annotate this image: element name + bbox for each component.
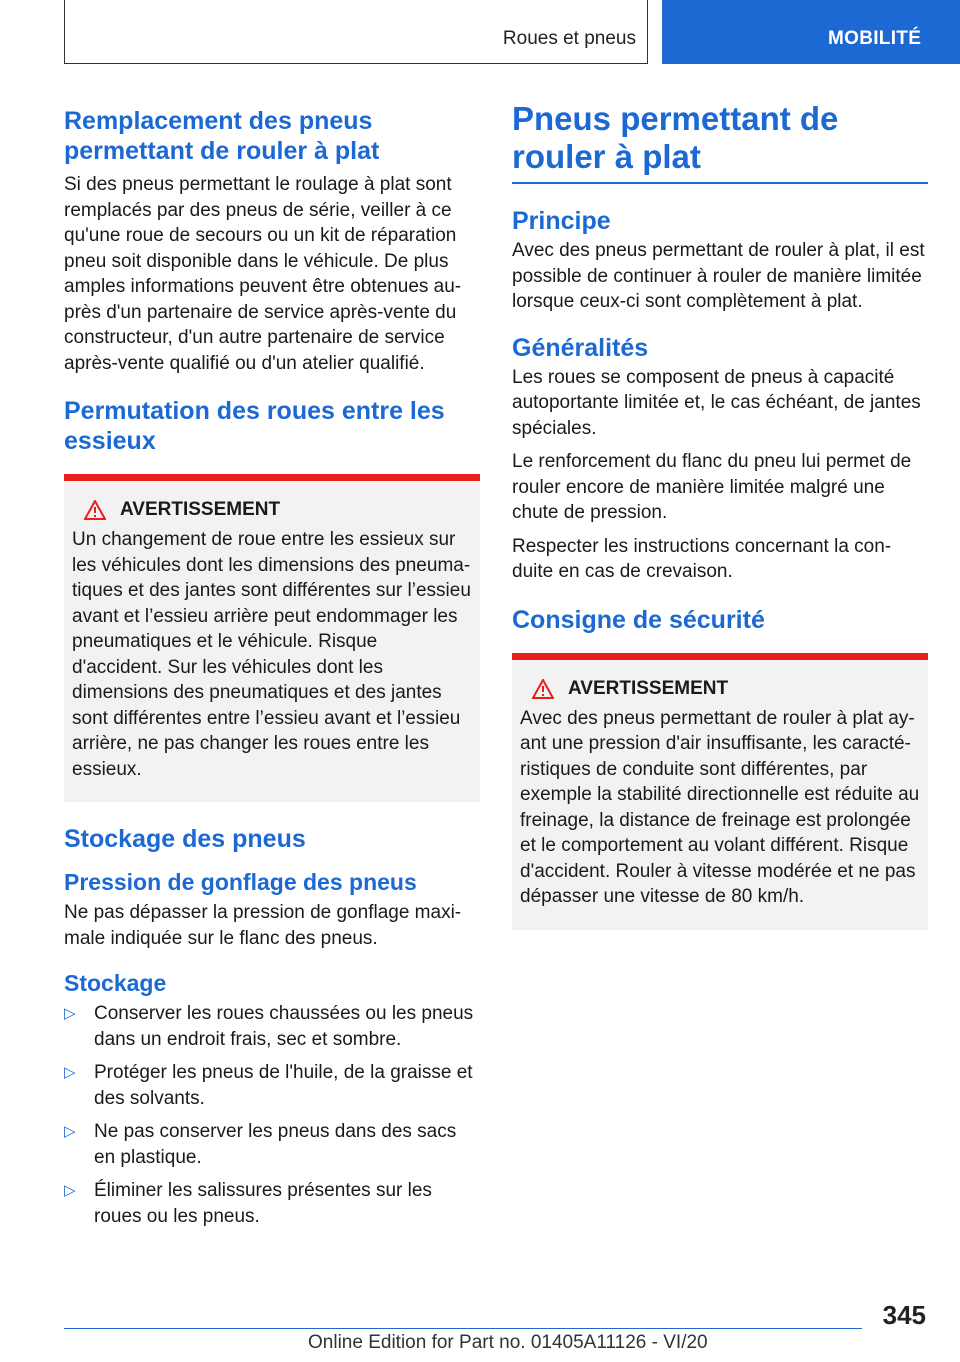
paragraph-generalites-3: Respecter les instructions concernant la con-duite en cas de crevaison. <box>512 535 892 582</box>
heading-stockage: Stockage <box>64 970 167 996</box>
paragraph-principe: Avec des pneus permettant de rouler à plat, il est possible de continuer à rouler de manière limitée lorsque ceux-ci sont complètement à plat. <box>512 240 925 312</box>
list-item: ▷ Ne pas conserver les pneus dans des sacs en plastique. <box>64 1121 457 1168</box>
paragraph-pression: Ne pas dépasser la pression de gonflage maxi-male indiquée sur le flanc des pneus. <box>64 902 462 949</box>
heading-generalites: Généralités <box>512 333 649 362</box>
header-section-title: Roues et pneus <box>502 28 636 49</box>
paragraph-generalites-2: Le renforcement du flanc du pneu lui permet de rouler encore de manière limitée malgré une chute de pression. <box>512 451 912 523</box>
heading-consigne: Consigne de sécurité <box>512 605 765 634</box>
triangle-bullet-icon: ▷ <box>64 1123 76 1140</box>
stockage-list <box>64 1001 480 1229</box>
heading-principe: Principe <box>512 207 611 235</box>
warning-text: Avec des pneus permettant de rouler à plat ay-ant une pression d'air insuffisante, les caracté-ristiques de conduite sont différentes, par exemple la stabilité directionnelle est réduite au freinage, la distance de freinage est prolongée et le comportement au volant différent. Risque d'accident. Rouler à vitesse modérée et ne pas dépasser une vitesse de 80 km/h. <box>520 707 920 907</box>
warning-text: Un changement de roue entre les essieux sur les véhicules dont les dimensions des pneuma-tiques et des jantes sont différentes sur l’essieu avant et l’essieu arrière peut endommager les pneumatiques et le véhicule. Risque d'accident. Sur les véhicules dont les dimensions des pneumatiques et des jantes sont différentes entre l’essieu avant et l’essieu arrière, ne pas changer les roues entre les essieux. <box>72 529 471 780</box>
warning-triangle-icon <box>84 500 106 520</box>
page-number: 345 <box>882 1300 926 1330</box>
warning-box-permutation <box>64 474 480 802</box>
heading-permutation: Permutation des roues entre les essieux <box>64 397 445 455</box>
warning-triangle-icon <box>532 679 554 699</box>
heading-remplacement: Remplacement des pneus permettant de rouler à plat <box>64 107 380 165</box>
footer-edition: Online Edition for Part no. 01405A11126 - VI/20 <box>308 1332 708 1353</box>
header-chapter-tab: MOBILITÉ <box>662 0 960 64</box>
list-item: ▷ Éliminer les salissures présentes sur les roues ou les pneus. <box>64 1180 432 1227</box>
list-item: ▷ Protéger les pneus de l'huile, de la graisse et des solvants. <box>64 1062 473 1109</box>
warning-title: AVERTISSEMENT <box>568 677 729 699</box>
list-item: ▷ Conserver les roues chaussées ou les pneus dans un endroit frais, sec et sombre. <box>64 1003 474 1050</box>
paragraph-remplacement: Si des pneus permettant le roulage à plat sont remplacés par des pneus de série, veiller à ce qu'une roue de secours ou un kit de réparation pneu soit disponible dans le véhicule. De plus amples informations peuvent être obtenues au-près d'un partenaire de service après-vente du constructeur, d'un autre partenaire de service après-vente qualifié ou d'un atelier qualifié. <box>64 174 462 374</box>
paragraph-generalites-1: Les roues se composent de pneus à capacité autoportante limitée et, le cas échéant, de jantes spéciales. <box>512 366 921 439</box>
triangle-bullet-icon: ▷ <box>64 1064 76 1081</box>
heading-pression: Pression de gonflage des pneus <box>64 869 417 895</box>
triangle-bullet-icon: ▷ <box>64 1005 76 1022</box>
warning-box-consigne <box>512 653 928 930</box>
right-column <box>512 100 928 930</box>
heading-stockage-pneus: Stockage des pneus <box>64 825 306 853</box>
footer-divider <box>64 1328 862 1329</box>
left-column <box>64 100 480 1237</box>
warning-title: AVERTISSEMENT <box>120 499 281 520</box>
heading-pneus-plat: Pneus permettant de rouler à plat <box>512 100 928 184</box>
triangle-bullet-icon: ▷ <box>64 1182 76 1199</box>
